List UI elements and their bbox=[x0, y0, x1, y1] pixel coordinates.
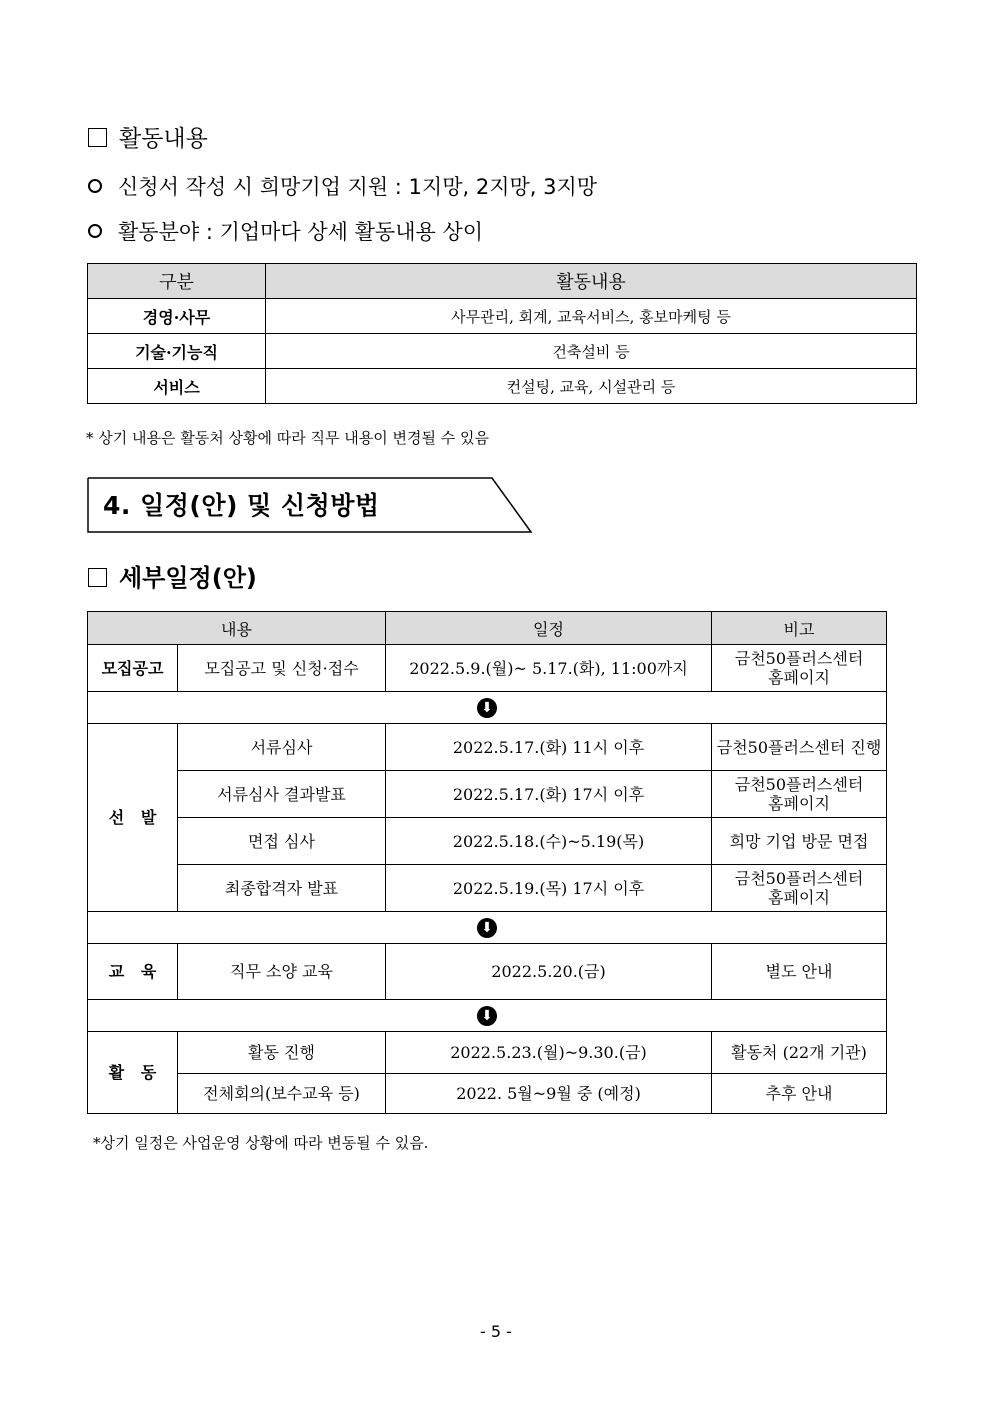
group-selection: 선 발 bbox=[88, 724, 178, 912]
down-arrow-icon: ⬇ bbox=[477, 1006, 497, 1026]
row-note: 금천50플러스센터 홈페이지 bbox=[712, 771, 887, 818]
section-4-banner bbox=[87, 477, 533, 533]
row-content: 컨설팅, 교육, 시설관리 등 bbox=[266, 369, 917, 404]
header-category: 구분 bbox=[88, 264, 266, 299]
row-note: 별도 안내 bbox=[712, 944, 887, 1000]
row-item: 모집공고 및 신청·접수 bbox=[178, 645, 386, 692]
table-header-row bbox=[88, 612, 887, 645]
activity-bullet-1: 신청서 작성 시 희망기업 지원 : 1지망, 2지망, 3지망 bbox=[88, 171, 597, 201]
table-row bbox=[88, 1074, 887, 1114]
row-item: 직무 소양 교육 bbox=[178, 944, 386, 1000]
header-date: 일정 bbox=[386, 612, 712, 645]
group-activity: 활 동 bbox=[88, 1032, 178, 1114]
table-row bbox=[88, 865, 887, 912]
row-item: 전체회의(보수교육 등) bbox=[178, 1074, 386, 1114]
group-education: 교 육 bbox=[88, 944, 178, 1000]
row-item: 서류심사 bbox=[178, 724, 386, 771]
row-note: 금천50플러스센터 홈페이지 bbox=[712, 645, 887, 692]
row-note: 추후 안내 bbox=[712, 1074, 887, 1114]
row-date: 2022.5.19.(목) 17시 이후 bbox=[386, 865, 712, 912]
header-note: 비고 bbox=[712, 612, 887, 645]
table-header-row bbox=[88, 264, 917, 299]
table-row bbox=[88, 334, 917, 369]
header-content: 활동내용 bbox=[266, 264, 917, 299]
header-content: 내용 bbox=[88, 612, 386, 645]
row-category: 기술·기능직 bbox=[88, 334, 266, 369]
row-date: 2022.5.17.(화) 17시 이후 bbox=[386, 771, 712, 818]
row-date: 2022.5.18.(수)~5.19(목) bbox=[386, 818, 712, 865]
schedule-footnote: *상기 일정은 사업운영 상황에 따라 변동될 수 있음. bbox=[93, 1134, 429, 1152]
activity-heading: 활동내용 bbox=[88, 120, 208, 153]
table-row bbox=[88, 944, 887, 1000]
table-row bbox=[88, 299, 917, 334]
row-item: 면접 심사 bbox=[178, 818, 386, 865]
row-item: 서류심사 결과발표 bbox=[178, 771, 386, 818]
circle-bullet-icon bbox=[88, 224, 102, 238]
table-row bbox=[88, 818, 887, 865]
table-row bbox=[88, 369, 917, 404]
checkbox-square-icon bbox=[88, 568, 107, 587]
table-row bbox=[88, 1032, 887, 1074]
table-row bbox=[88, 724, 887, 771]
row-date: 2022.5.23.(월)~9.30.(금) bbox=[386, 1032, 712, 1074]
page-number: - 5 - bbox=[480, 1322, 512, 1341]
down-arrow-icon: ⬇ bbox=[477, 698, 497, 718]
row-date: 2022.5.9.(월)~ 5.17.(화), 11:00까지 bbox=[386, 645, 712, 692]
row-item: 활동 진행 bbox=[178, 1032, 386, 1074]
table-row bbox=[88, 771, 887, 818]
row-item: 최종합격자 발표 bbox=[178, 865, 386, 912]
row-category: 경영·사무 bbox=[88, 299, 266, 334]
row-content: 건축설비 등 bbox=[266, 334, 917, 369]
down-arrow-icon: ⬇ bbox=[477, 918, 497, 938]
activity-bullet-2: 활동분야 : 기업마다 상세 활동내용 상이 bbox=[88, 216, 483, 246]
circle-bullet-icon bbox=[88, 179, 102, 193]
table-row bbox=[88, 645, 887, 692]
row-date: 2022. 5월~9월 중 (예정) bbox=[386, 1074, 712, 1114]
row-category: 서비스 bbox=[88, 369, 266, 404]
section-4-title: 4. 일정(안) 및 신청방법 bbox=[103, 491, 380, 520]
arrow-row bbox=[88, 1000, 887, 1032]
row-note: 금천50플러스센터 진행 bbox=[712, 724, 887, 771]
arrow-row bbox=[88, 692, 887, 724]
schedule-heading: 세부일정(안) bbox=[88, 558, 257, 593]
row-note: 금천50플러스센터 홈페이지 bbox=[712, 865, 887, 912]
row-content: 사무관리, 회계, 교육서비스, 홍보마케팅 등 bbox=[266, 299, 917, 334]
checkbox-square-icon bbox=[88, 128, 107, 147]
row-date: 2022.5.20.(금) bbox=[386, 944, 712, 1000]
group-recruit: 모집공고 bbox=[88, 645, 178, 692]
row-note: 활동처 (22개 기관) bbox=[712, 1032, 887, 1074]
row-date: 2022.5.17.(화) 11시 이후 bbox=[386, 724, 712, 771]
activity-note: * 상기 내용은 활동처 상황에 따라 직무 내용이 변경될 수 있음 bbox=[86, 429, 489, 447]
activity-table bbox=[87, 263, 917, 404]
row-note: 희망 기업 방문 면접 bbox=[712, 818, 887, 865]
arrow-row bbox=[88, 912, 887, 944]
schedule-table bbox=[87, 611, 887, 1114]
